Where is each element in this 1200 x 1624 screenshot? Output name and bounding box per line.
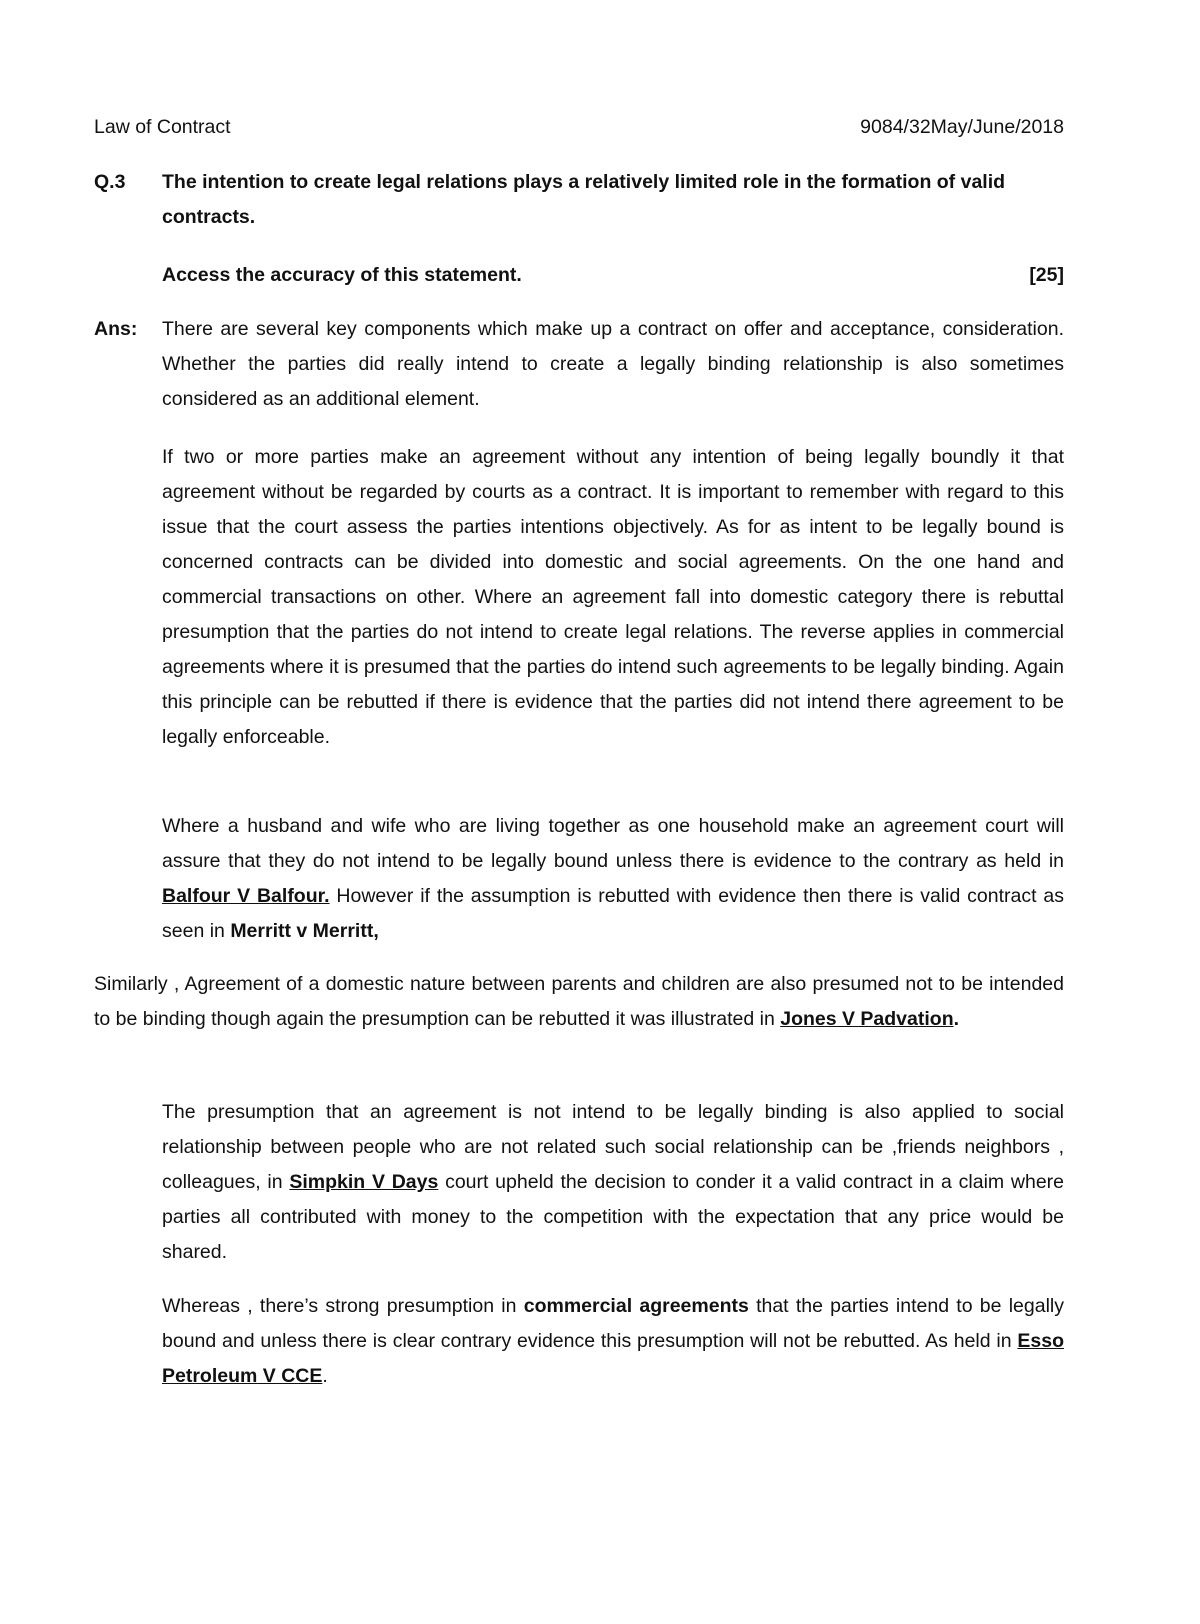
case-citation-simpkin: Simpkin V Days [289,1171,439,1193]
answer-paragraph-4 [94,967,1064,1037]
case-citation-balfour: Balfour V Balfour. [162,885,330,907]
subject-title: Law of Contract [94,116,231,138]
paragraph-end-punctuation: . [322,1365,328,1387]
question-instruction-line [162,258,1064,293]
answer-paragraph-5 [162,1095,1064,1270]
question-marks: [25] [1029,264,1064,286]
answer-paragraph-3 [162,809,1064,949]
paragraph-text: Where a husband and wife who are living together as one household make an agreement court will assure that they do not intend to be legally bound unless there is evidence to the contrary as held in [162,815,1064,872]
case-citation-merritt: Merritt v Merritt, [230,920,379,942]
paragraph-text: The presumption that an agreement is not intend to be legally binding is also applied to social relationship between people who are not related such social relationship can be ,friends neighbors , colleagues, in [162,1101,1064,1193]
case-citation-jones: Jones V Padvation [780,1008,954,1030]
paragraph-text: Similarly , Agreement of a domestic nature between parents and children are also presumed not to be intended to be binding though again the presumption can be rebutted it was illustrated in [94,973,1064,1030]
paper-code: 9084/32May/June/2018 [860,116,1064,138]
answer-block [94,312,1064,417]
paragraph-end-punctuation: . [953,1008,960,1030]
emphasis-commercial-agreements: commercial agreements [523,1295,749,1317]
question-instruction: Access the accuracy of this statement. [162,264,522,286]
paragraph-text: that the parties intend to be legally bound and unless there is clear contrary evidence this presumption will not be rebutted. As held in [162,1295,1065,1352]
paragraph-text: Whereas , there’s strong presumption in [162,1295,524,1317]
paragraph-text: However if the assumption is rebutted with evidence then there is valid contract as seen in [162,885,1064,942]
case-citation-esso: Esso Petroleum V CCE [162,1330,1064,1387]
answer-paragraph-2: If two or more parties make an agreement without any intention of being legally boundly it that agreement without be regarded by courts as a contract. It is important to remember with regard to this issue that the court assess the parties intentions objectively. As for as intent to be legally bound is concerned contracts can be divided into domestic and social agreements. On the one hand and commercial transactions on other. Where an agreement fall into domestic category there is rebuttal presumption that the parties do not intend to create legal relations. The reverse applies in commercial agreements where it is presumed that the parties do intend such agreements to be legally binding. Again this principle can be rebutted if there is evidence that the parties did not intend there agreement to be legally enforceable. [162,446,1064,748]
question-statement: The intention to create legal relations plays a relatively limited role in the formation of valid contracts. [162,171,1006,228]
paragraph-text: court upheld the decision to conder it a valid contract in a claim where parties all contributed with money to the competition with the expectation that any price would be shared. [162,1171,1065,1263]
answer-label: Ans: [94,318,138,340]
answer-paragraph-1: There are several key components which make up a contract on offer and acceptance, consideration. Whether the parties did really intend to create a legally binding relationship is also sometimes considered as an additional element. [162,318,1064,410]
question-block [94,165,1064,235]
answer-paragraph-6 [162,1289,1064,1394]
question-number: Q.3 [94,171,126,193]
document-header [94,110,1064,145]
